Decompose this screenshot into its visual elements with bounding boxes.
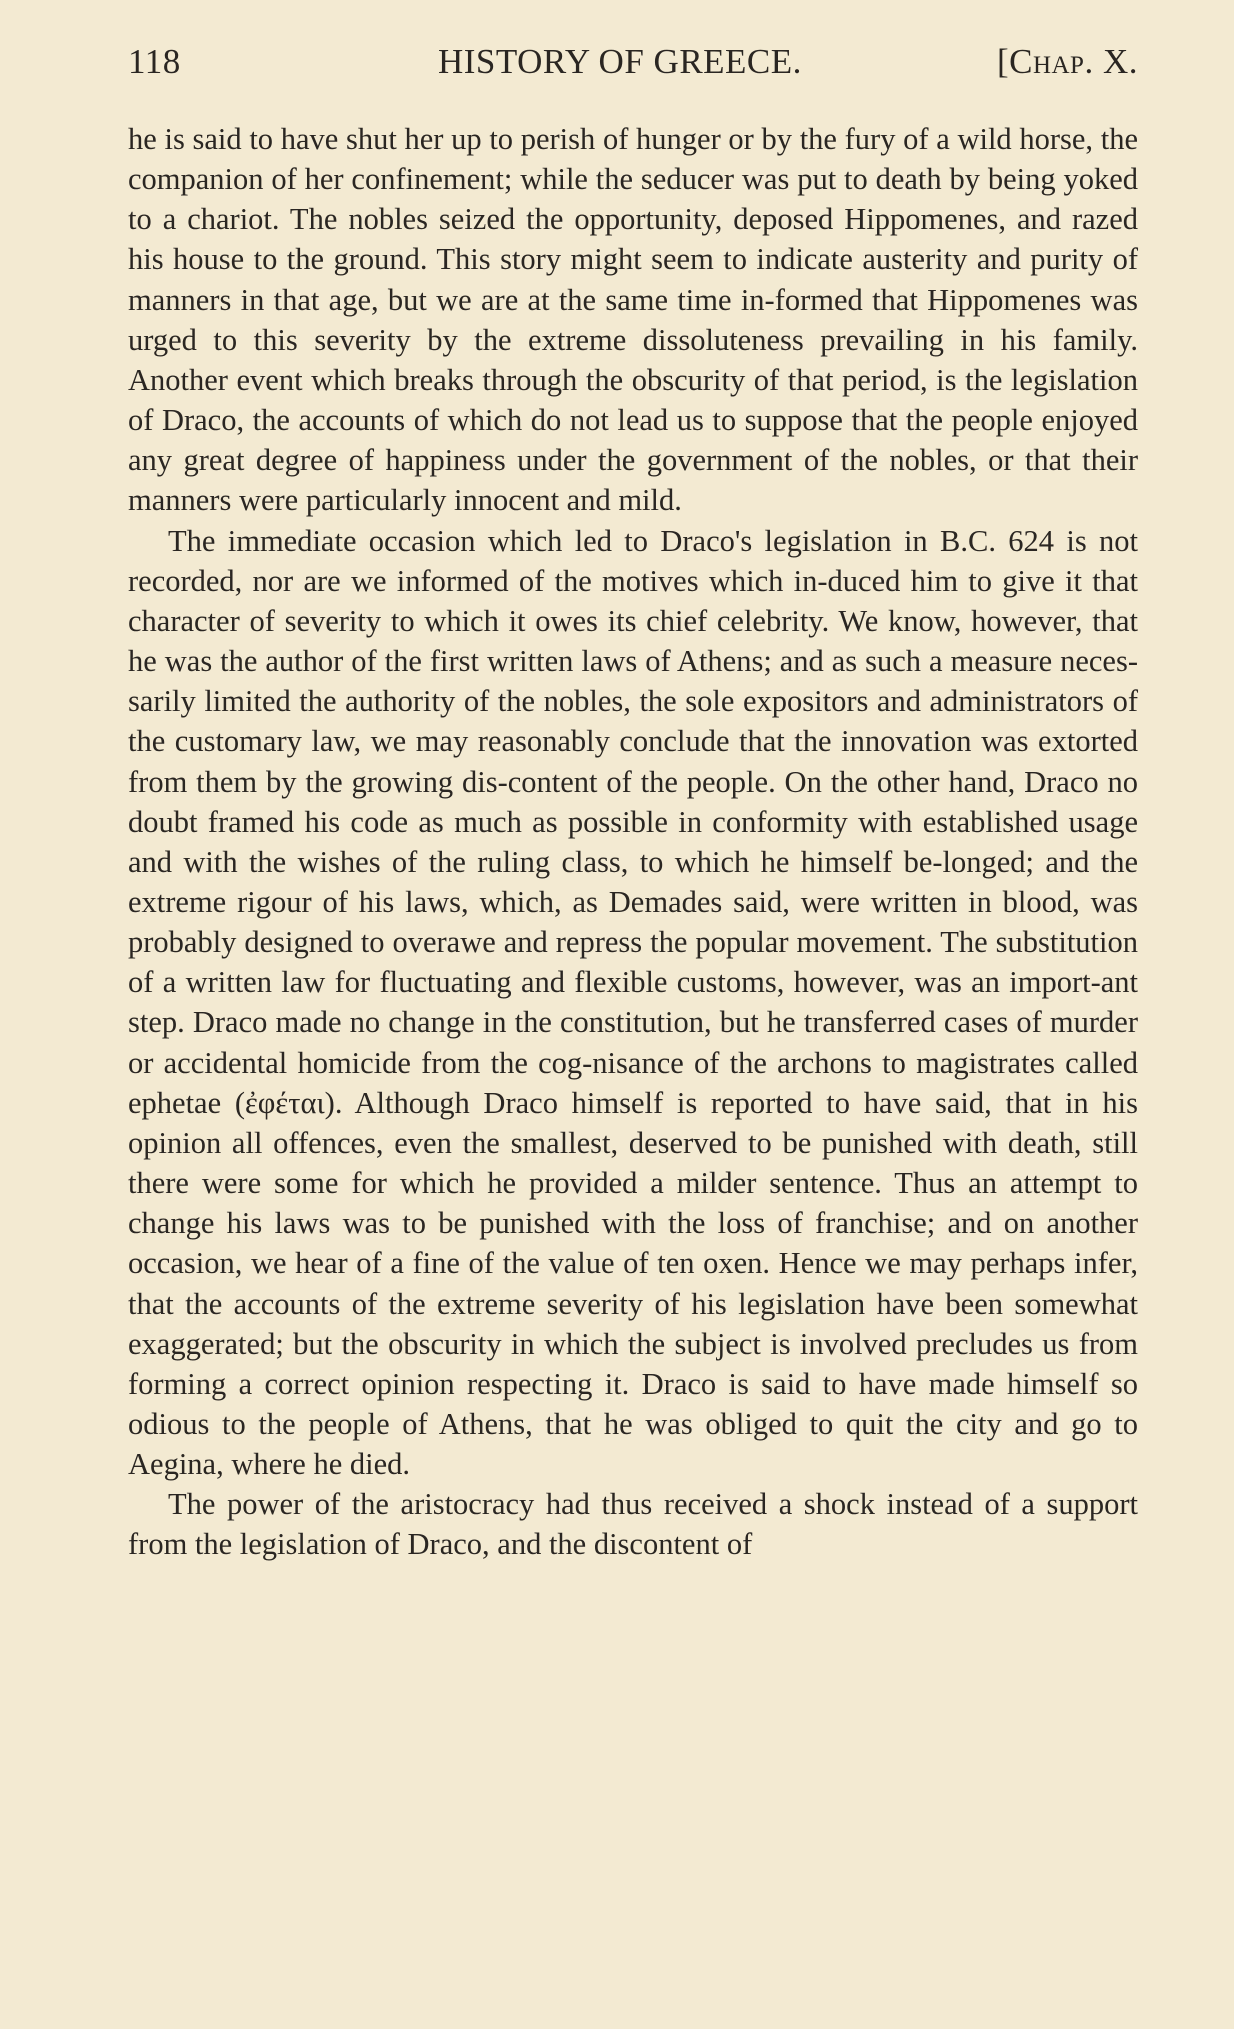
page-number: 118: [128, 42, 181, 81]
paragraph-aristocracy: The power of the aristocracy had thus received a shock instead of a support from the legislation of Draco, and the discontent of: [128, 1487, 1138, 1562]
body-text: [128, 119, 1138, 1565]
running-head: [128, 42, 1138, 92]
chapter-label: [Chap. X.: [996, 42, 1138, 81]
paragraph-continued: he is said to have shut her up to perish of hunger or by the fury of a wild horse, the companion of her confinement; while the seducer was put to death by being yoked to a chariot. The nobles seized the opportunity, deposed Hippomenes, and razed his house to the ground. This story might seem to indicate austerity and purity of manners in that age, but we are at the same time in-formed that Hippomenes was urged to this severity by the extreme dissoluteness prevailing in his family. Another event which breaks through the obscurity of that period, is the legislation of Draco, the accounts of which do not lead us to suppose that the people enjoyed any great degree of happiness under the government of the nobles, or that their manners were particularly innocent and mild.: [128, 122, 1138, 518]
paragraph-draco-legislation: The immediate occasion which led to Draco's legislation in B.C. 624 is not recorded, nor are we informed of the motives which in-duced him to give it that character of severity to which it owes its chief celebrity. We know, however, that he was the author of the first written laws of Athens; and as such a measure neces-sarily limited the authority of the nobles, the sole expositors and administrators of the customary law, we may reasonably conclude that the innovation was extorted from them by the growing dis-content of the people. On the other hand, Draco no doubt framed his code as much as possible in conformity with established usage and with the wishes of the ruling class, to which he himself be-longed; and the extreme rigour of his laws, which, as Demades said, were written in blood, was probably designed to overawe and repress the popular movement. The substitution of a written law for fluctuating and flexible customs, however, was an import-ant step. Draco made no change in the constitution, but he transferred cases of murder or accidental homicide from the cog-nisance of the archons to magistrates called ephetae (ἐφέται). Although Draco himself is reported to have said, that in his opinion all offences, even the smallest, deserved to be punished with death, still there were some for which he provided a milder sentence. Thus an attempt to change his laws was to be punished with the loss of franchise; and on another occasion, we hear of a fine of the value of ten oxen. Hence we may perhaps infer, that the accounts of the extreme severity of his legislation have been somewhat exaggerated; but the obscurity in which the subject is involved precludes us from forming a correct opinion respecting it. Draco is said to have made himself so odious to the people of Athens, that he was obliged to quit the city and go to Aegina, where he died.: [128, 523, 1138, 1482]
book-title: HISTORY OF GREECE.: [438, 42, 802, 81]
